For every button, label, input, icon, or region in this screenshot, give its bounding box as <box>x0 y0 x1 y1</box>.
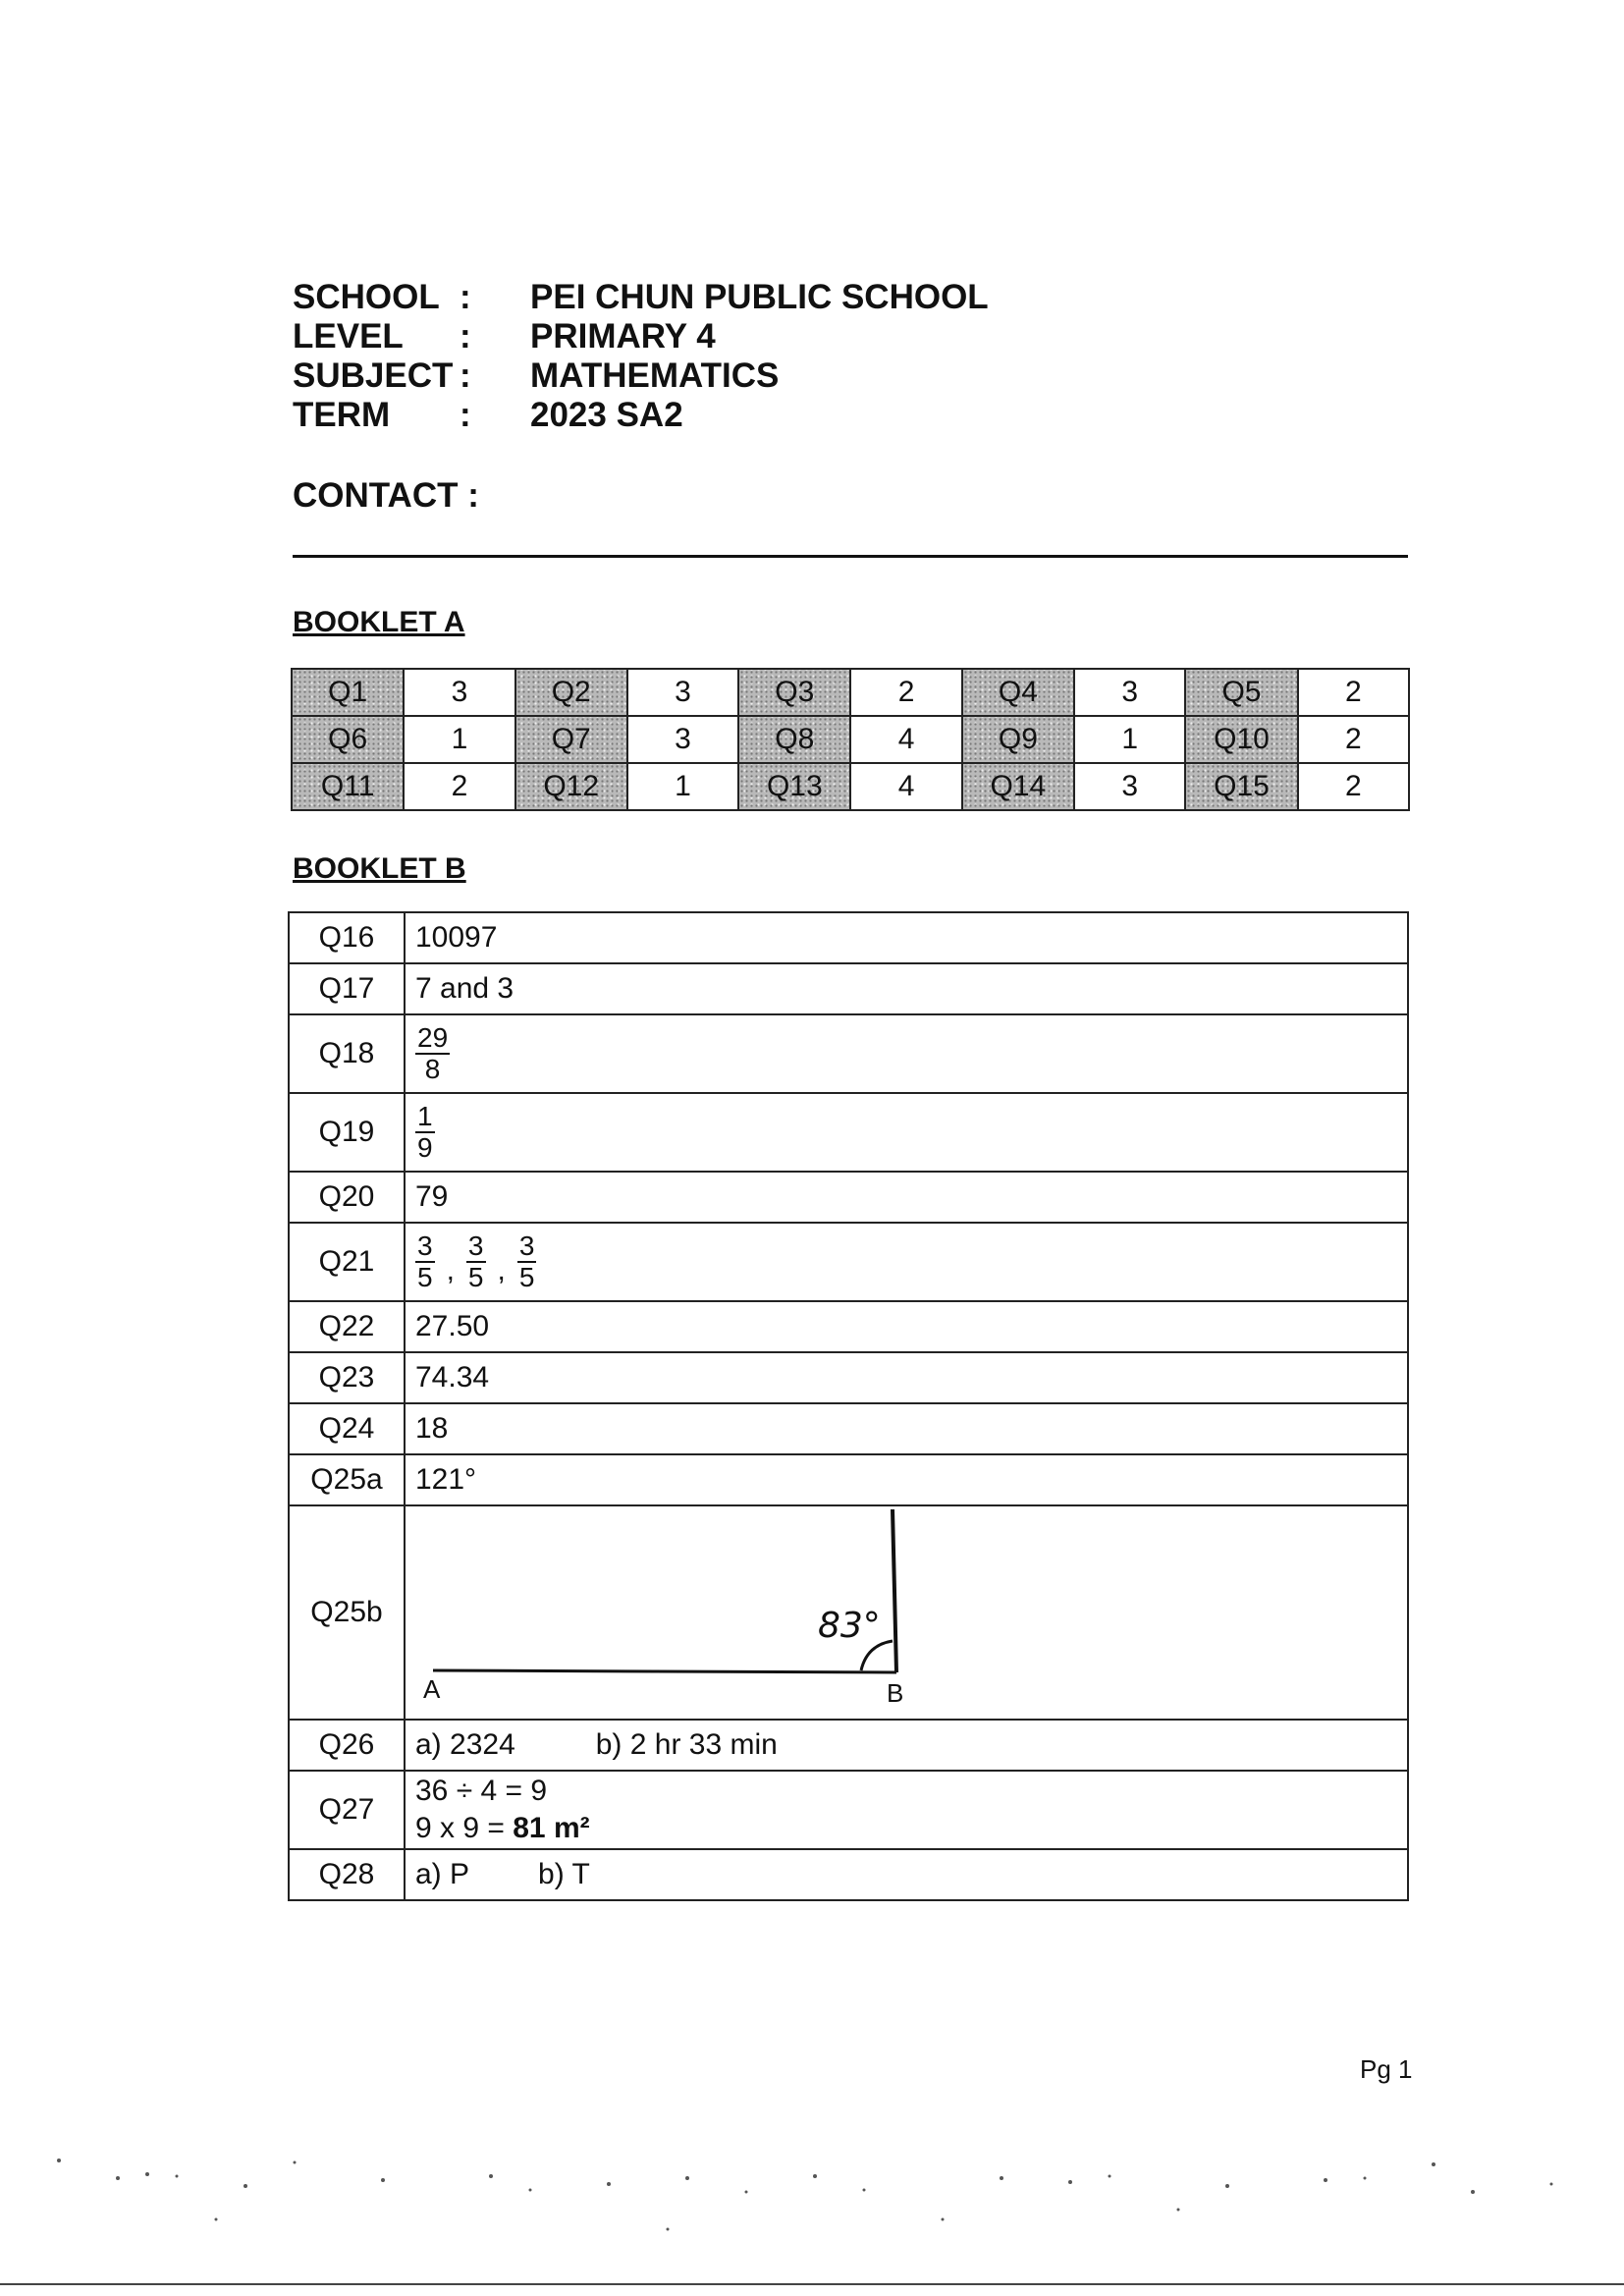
question-cell: Q6 <box>292 716 404 763</box>
table-row <box>292 669 1409 716</box>
answer-cell: 18 <box>405 1403 1408 1454</box>
angle-label: 83° <box>818 1606 881 1646</box>
question-cell: Q23 <box>289 1352 405 1403</box>
part-a-answer: a) P <box>415 1858 470 1890</box>
fraction <box>466 1231 486 1292</box>
booklet-b-answer-table <box>288 911 1409 1901</box>
answer-cell: 3 <box>627 716 738 763</box>
question-cell: Q25b <box>289 1505 405 1720</box>
header-row-subject <box>293 356 989 396</box>
question-cell: Q2 <box>515 669 627 716</box>
question-cell: Q27 <box>289 1771 405 1849</box>
term-label: TERM <box>293 396 391 434</box>
booklet-a-answer-table <box>291 668 1410 811</box>
colon: : <box>460 278 471 316</box>
answer-cell <box>405 1720 1408 1771</box>
question-cell: Q3 <box>738 669 850 716</box>
table-row <box>289 1352 1408 1403</box>
answer-cell: 2 <box>850 669 961 716</box>
fraction-denominator: 5 <box>417 1262 433 1292</box>
table-row <box>292 716 1409 763</box>
school-label: SCHOOL <box>293 278 440 316</box>
subject-value: MATHEMATICS <box>530 356 780 395</box>
fraction-denominator: 9 <box>417 1132 433 1163</box>
table-row <box>289 1403 1408 1454</box>
table-row <box>289 1849 1408 1900</box>
answer-cell: 2 <box>1298 716 1409 763</box>
final-answer: 81 m² <box>513 1812 590 1844</box>
contact-label: CONTACT : <box>293 476 479 515</box>
table-row <box>289 1093 1408 1172</box>
table-row <box>289 1720 1408 1771</box>
answer-cell: 27.50 <box>405 1301 1408 1352</box>
question-cell: Q19 <box>289 1093 405 1172</box>
question-cell: Q5 <box>1185 669 1297 716</box>
question-cell: Q4 <box>962 669 1074 716</box>
angle-arm <box>893 1509 896 1672</box>
answer-cell: 10097 <box>405 912 1408 963</box>
fraction <box>415 1102 435 1163</box>
table-row <box>289 1223 1408 1301</box>
working-line-2 <box>415 1810 1407 1847</box>
fraction-denominator: 8 <box>424 1054 441 1084</box>
booklet-b-title: BOOKLET B <box>293 852 466 885</box>
table-row <box>289 1454 1408 1505</box>
fraction-numerator: 1 <box>417 1101 433 1131</box>
working-prefix: 9 x 9 = <box>415 1812 514 1844</box>
line-ab <box>433 1670 896 1672</box>
part-b-answer: b) T <box>538 1858 590 1890</box>
answer-cell: 2 <box>1298 669 1409 716</box>
answer-cell: 7 and 3 <box>405 963 1408 1014</box>
fraction-numerator: 3 <box>518 1230 535 1261</box>
question-cell: Q7 <box>515 716 627 763</box>
answer-cell: 4 <box>850 716 961 763</box>
table-row <box>289 1771 1408 1849</box>
fraction-separator: , <box>497 1253 506 1286</box>
answer-cell <box>405 1849 1408 1900</box>
question-cell: Q18 <box>289 1014 405 1093</box>
fraction <box>415 1231 435 1292</box>
subject-label: SUBJECT <box>293 356 454 395</box>
table-row <box>289 1014 1408 1093</box>
level-value: PRIMARY 4 <box>530 317 716 355</box>
point-a-label: A <box>423 1674 441 1704</box>
header-divider <box>293 555 1408 558</box>
fraction <box>415 1023 450 1084</box>
table-row <box>289 1301 1408 1352</box>
answer-cell: 79 <box>405 1172 1408 1223</box>
table-row <box>289 1505 1408 1720</box>
header-row-school <box>293 278 989 317</box>
answer-cell <box>405 1771 1408 1849</box>
term-value: 2023 SA2 <box>530 396 683 434</box>
answer-cell: 2 <box>404 763 514 810</box>
question-cell: Q21 <box>289 1223 405 1301</box>
colon: : <box>460 356 471 395</box>
question-cell: Q11 <box>292 763 404 810</box>
fraction-denominator: 5 <box>467 1262 484 1292</box>
question-cell: Q17 <box>289 963 405 1014</box>
question-cell: Q12 <box>515 763 627 810</box>
question-cell: Q24 <box>289 1403 405 1454</box>
scan-noise <box>0 2082 1624 2278</box>
answer-cell: 74.34 <box>405 1352 1408 1403</box>
question-cell: Q10 <box>1185 716 1297 763</box>
answer-cell <box>405 1223 1408 1301</box>
school-value: PEI CHUN PUBLIC SCHOOL <box>530 278 989 316</box>
header-row-level <box>293 317 989 356</box>
question-cell: Q13 <box>738 763 850 810</box>
header-row-term <box>293 396 989 435</box>
question-cell: Q15 <box>1185 763 1297 810</box>
fraction-denominator: 5 <box>518 1262 535 1292</box>
header-info <box>293 278 989 435</box>
question-cell: Q25a <box>289 1454 405 1505</box>
table-row <box>289 963 1408 1014</box>
scan-edge-line <box>0 2283 1624 2285</box>
answer-cell: 1 <box>627 763 738 810</box>
question-cell: Q22 <box>289 1301 405 1352</box>
question-cell: Q14 <box>962 763 1074 810</box>
table-row <box>292 763 1409 810</box>
level-label: LEVEL <box>293 317 404 355</box>
colon: : <box>460 317 471 355</box>
answer-cell <box>405 1093 1408 1172</box>
question-cell: Q1 <box>292 669 404 716</box>
answer-cell: 1 <box>404 716 514 763</box>
colon: : <box>460 396 471 434</box>
fraction-numerator: 3 <box>467 1230 484 1261</box>
fraction-numerator: 3 <box>417 1230 433 1261</box>
point-b-label: B <box>887 1678 904 1708</box>
answer-cell: 4 <box>850 763 961 810</box>
page-number: Pg 1 <box>1360 2054 1413 2084</box>
booklet-a-title: BOOKLET A <box>293 606 465 638</box>
part-a-answer: a) 2324 <box>415 1728 515 1761</box>
answer-cell: 3 <box>404 669 514 716</box>
question-cell: Q20 <box>289 1172 405 1223</box>
answer-cell: 3 <box>627 669 738 716</box>
fraction-separator: , <box>446 1253 455 1286</box>
answer-cell: 1 <box>1074 716 1185 763</box>
question-cell: Q8 <box>738 716 850 763</box>
question-cell: Q9 <box>962 716 1074 763</box>
question-cell: Q28 <box>289 1849 405 1900</box>
working-line-1: 36 ÷ 4 = 9 <box>415 1775 548 1807</box>
answer-cell: 3 <box>1074 763 1185 810</box>
answer-cell: 3 <box>1074 669 1185 716</box>
table-row <box>289 1172 1408 1223</box>
part-b-answer: b) 2 hr 33 min <box>595 1728 778 1761</box>
answer-cell <box>405 1014 1408 1093</box>
answer-cell <box>405 1505 1408 1720</box>
question-cell: Q16 <box>289 912 405 963</box>
answer-cell: 121° <box>405 1454 1408 1505</box>
table-row <box>289 912 1408 963</box>
fraction <box>517 1231 537 1292</box>
fraction-numerator: 29 <box>417 1022 449 1053</box>
angle-diagram <box>406 1507 1407 1718</box>
answer-cell: 2 <box>1298 763 1409 810</box>
question-cell: Q26 <box>289 1720 405 1771</box>
